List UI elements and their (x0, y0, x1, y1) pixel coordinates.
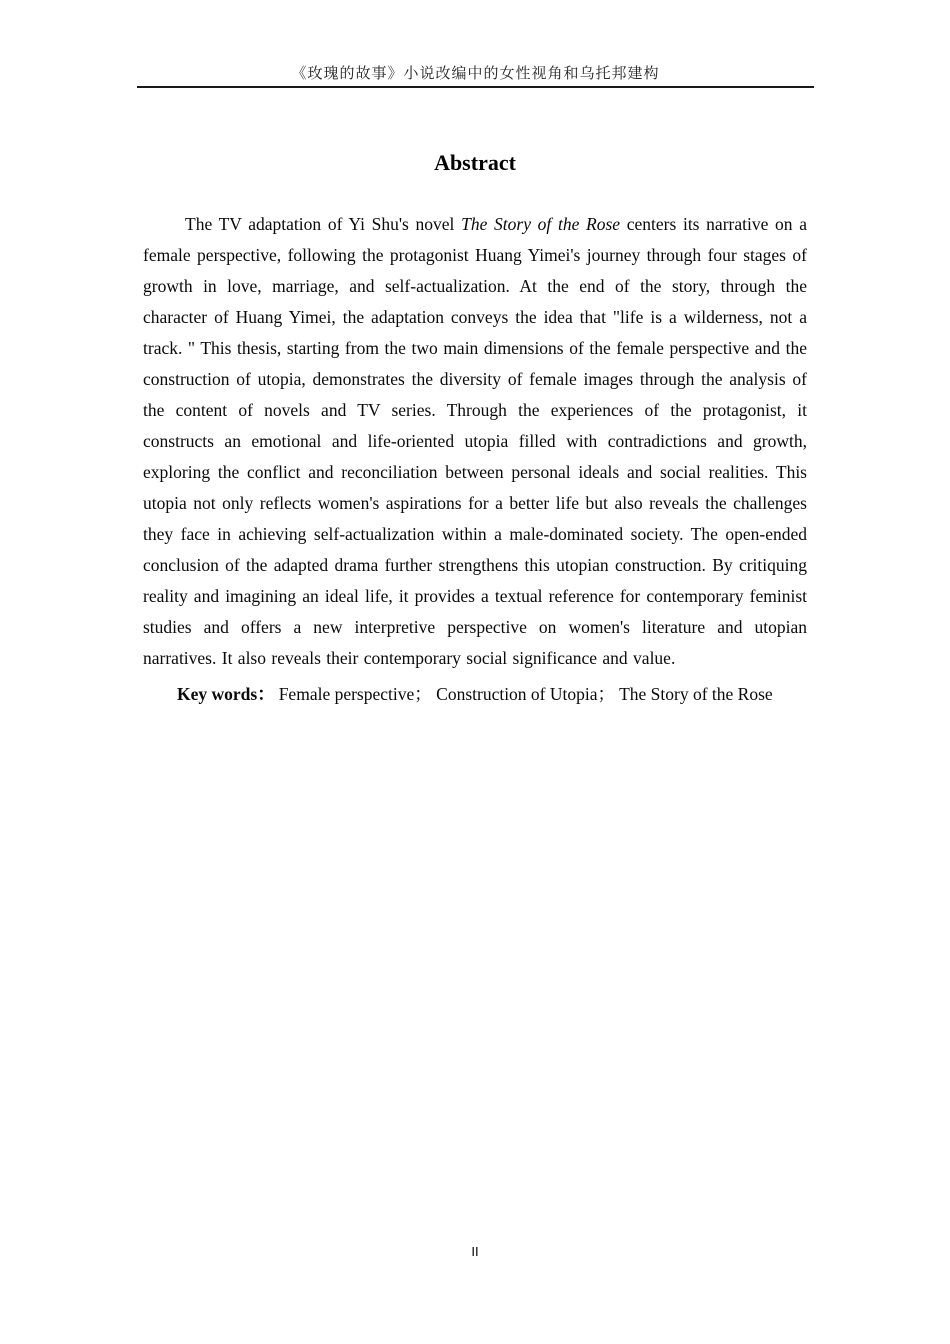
abstract-text-body: centers its narrative on a female perspective, following the protagonist Huang Yimei's journey through four stages of growth in love, marriage, and self-actualization. At the end of the story, through the character of Huang Yimei, the adaptation conveys the idea that "life is a wilderness, not a track. " This thesis, starting from the two main dimensions of the female perspective and the construction of utopia, demonstrates the diversity of female images through the analysis of the content of novels and TV series. Through the experiences of the protagonist, it constructs an emotional and life-oriented utopia filled with contradictions and growth, exploring the conflict and reconciliation between personal ideals and social realities. This utopia not only reflects women's aspirations for a better life but also reveals the challenges they face in achieving self-actualization within a male-dominated society. The open-ended conclusion of the adapted drama further strengthens this utopian construction. By critiquing reality and imagining an ideal life, it provides a textual reference for contemporary feminist studies and offers a new interpretive perspective on women's literature and utopian narratives. It also reveals their contemporary social significance and value. (143, 214, 807, 668)
page-number: II (471, 1244, 479, 1259)
abstract-title: Abstract (434, 150, 516, 175)
abstract-paragraph (143, 209, 807, 674)
keywords-line (143, 676, 807, 712)
keywords-colon: ： (257, 684, 275, 704)
novel-title-italic: The Story of the Rose (461, 214, 621, 234)
keywords-label (177, 684, 275, 704)
abstract-text-lead: The TV adaptation of Yi Shu's novel (185, 214, 462, 234)
header-running-title: 《玫瑰的故事》小说改编中的女性视角和乌托邦建构 (291, 66, 660, 82)
page-content (143, 0, 807, 712)
keywords-label-text: Key words (177, 684, 258, 704)
keywords-values: Female perspective； Construction of Utopia； The Story of the Rose (278, 684, 773, 704)
